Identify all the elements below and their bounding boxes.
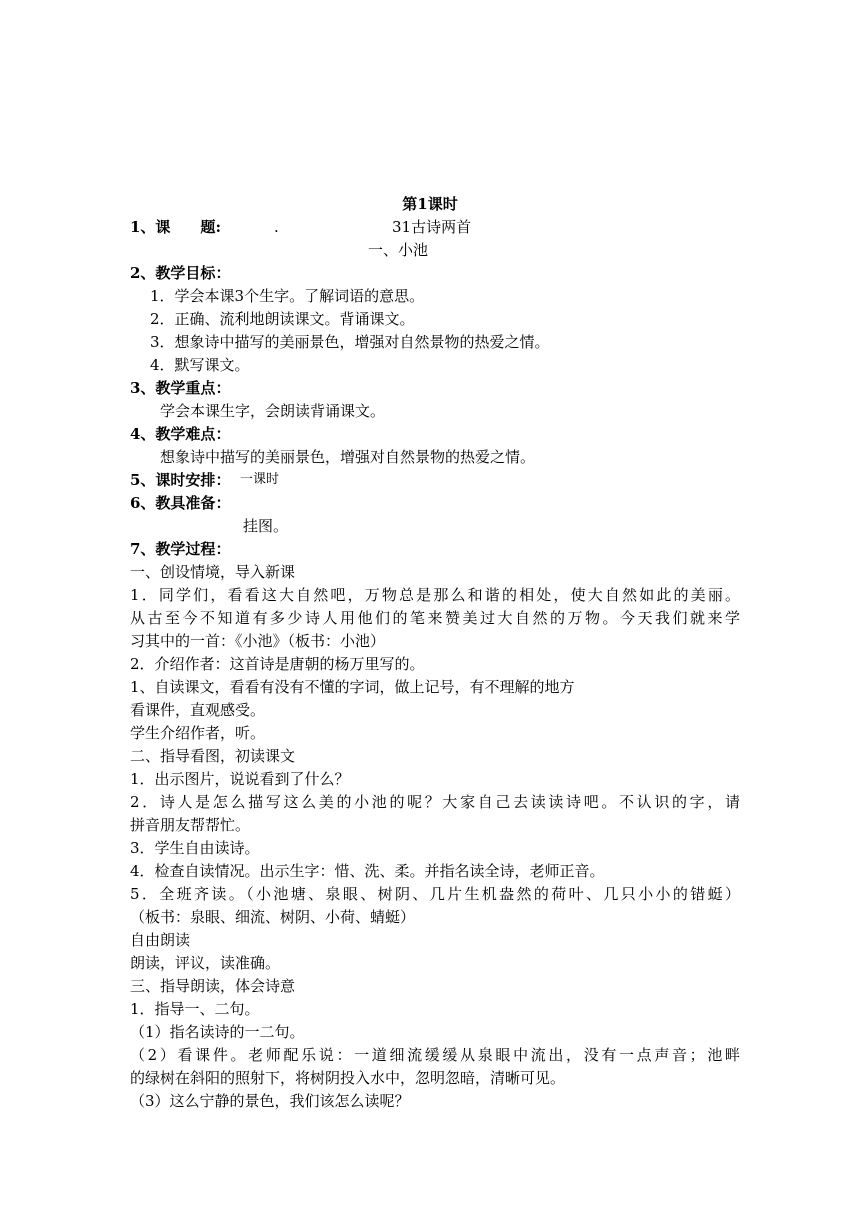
topic-value: 31古诗两首 (392, 218, 472, 236)
process-line: 2．诗人是怎么描写这么美的小池的呢？大家自己去读读诗吧。不认识的字，请 (130, 793, 740, 811)
process-line: （板书：泉眼、细流、树阴、小荷、蜻蜓） (130, 908, 416, 926)
schedule-value: 一课时 (240, 472, 280, 487)
topic-dot: . (274, 218, 279, 236)
process-line: （3）这么宁静的景色，我们该怎么读呢？ (130, 1092, 410, 1110)
process-line: 从古至今不知道有多少诗人用他们的笔来赞美过大自然的万物。今天我们就来学 (130, 609, 740, 627)
process-line: 1．出示图片，说说看到了什么？ (130, 770, 350, 788)
tools-label: 6、教具准备： (130, 494, 231, 512)
schedule-label: 5、课时安排： (130, 471, 231, 489)
process-label: 7、教学过程： (130, 540, 231, 558)
process-line: 2．介绍作者：这首诗是唐朝的杨万里写的。 (130, 655, 425, 673)
process-line: 二、指导看图，初读课文 (130, 747, 296, 765)
goal-item: 1．学会本课3个生字。了解词语的意思。 (150, 287, 425, 305)
process-line: （1）指名读诗的一二句。 (130, 1023, 305, 1041)
process-line: 1．同学们，看看这大自然吧，万物总是那么和谐的相处，使大自然如此的美丽。 (130, 586, 740, 604)
difficulties-text: 想象诗中描写的美丽景色，增强对自然景物的热爱之情。 (160, 448, 536, 466)
process-line: 1．指导一、二句。 (130, 1000, 260, 1018)
process-line: 1、自读课文，看看有没有不懂的字词，做上记号，有不理解的地方 (130, 678, 575, 696)
topic-subtitle: 一、小池 (368, 241, 429, 259)
process-line: 5．全班齐读。（小池塘、泉眼、树阴、几片生机盎然的荷叶、几只小小的错蜓） (130, 885, 740, 903)
tools-value: 挂图。 (243, 517, 289, 535)
process-line: 4．检查自读情况。出示生字：惜、洗、柔。并指名读全诗，老师正音。 (130, 862, 605, 880)
process-line: 的绿树在斜阳的照射下，将树阴投入水中，忽明忽暗，清晰可见。 (130, 1069, 566, 1087)
process-line: 学生介绍作者，听。 (130, 724, 266, 742)
goals-label: 2、教学目标： (130, 264, 231, 282)
process-line: 拼音朋友帮帮忙。 (130, 816, 251, 834)
lesson-header: 第1课时 (402, 195, 458, 213)
process-line: 看课件，直观感受。 (130, 701, 266, 719)
process-line: 习其中的一首：《小池》（板书：小池） (130, 632, 386, 650)
goal-item: 3．想象诗中描写的美丽景色，增强对自然景物的热爱之情。 (150, 333, 550, 351)
process-line: 朗读，评议，读准确。 (130, 954, 281, 972)
process-line: 一、创设情境，导入新课 (130, 563, 296, 581)
topic-label: 1、课 题: (130, 218, 221, 236)
key-points-label: 3、教学重点： (130, 379, 231, 397)
goal-item: 4．默写课文。 (150, 356, 250, 374)
process-line: （2）看课件。老师配乐说：一道细流缓缓从泉眼中流出，没有一点声音；池畔 (130, 1046, 740, 1064)
process-line: 自由朗读 (130, 931, 191, 949)
difficulties-label: 4、教学难点： (130, 425, 231, 443)
process-line: 三、指导朗读，体会诗意 (130, 977, 296, 995)
goal-item: 2．正确、流利地朗读课文。背诵课文。 (150, 310, 415, 328)
key-points-text: 学会本课生字，会朗读背诵课文。 (160, 402, 386, 420)
process-line: 3．学生自由读诗。 (130, 839, 260, 857)
